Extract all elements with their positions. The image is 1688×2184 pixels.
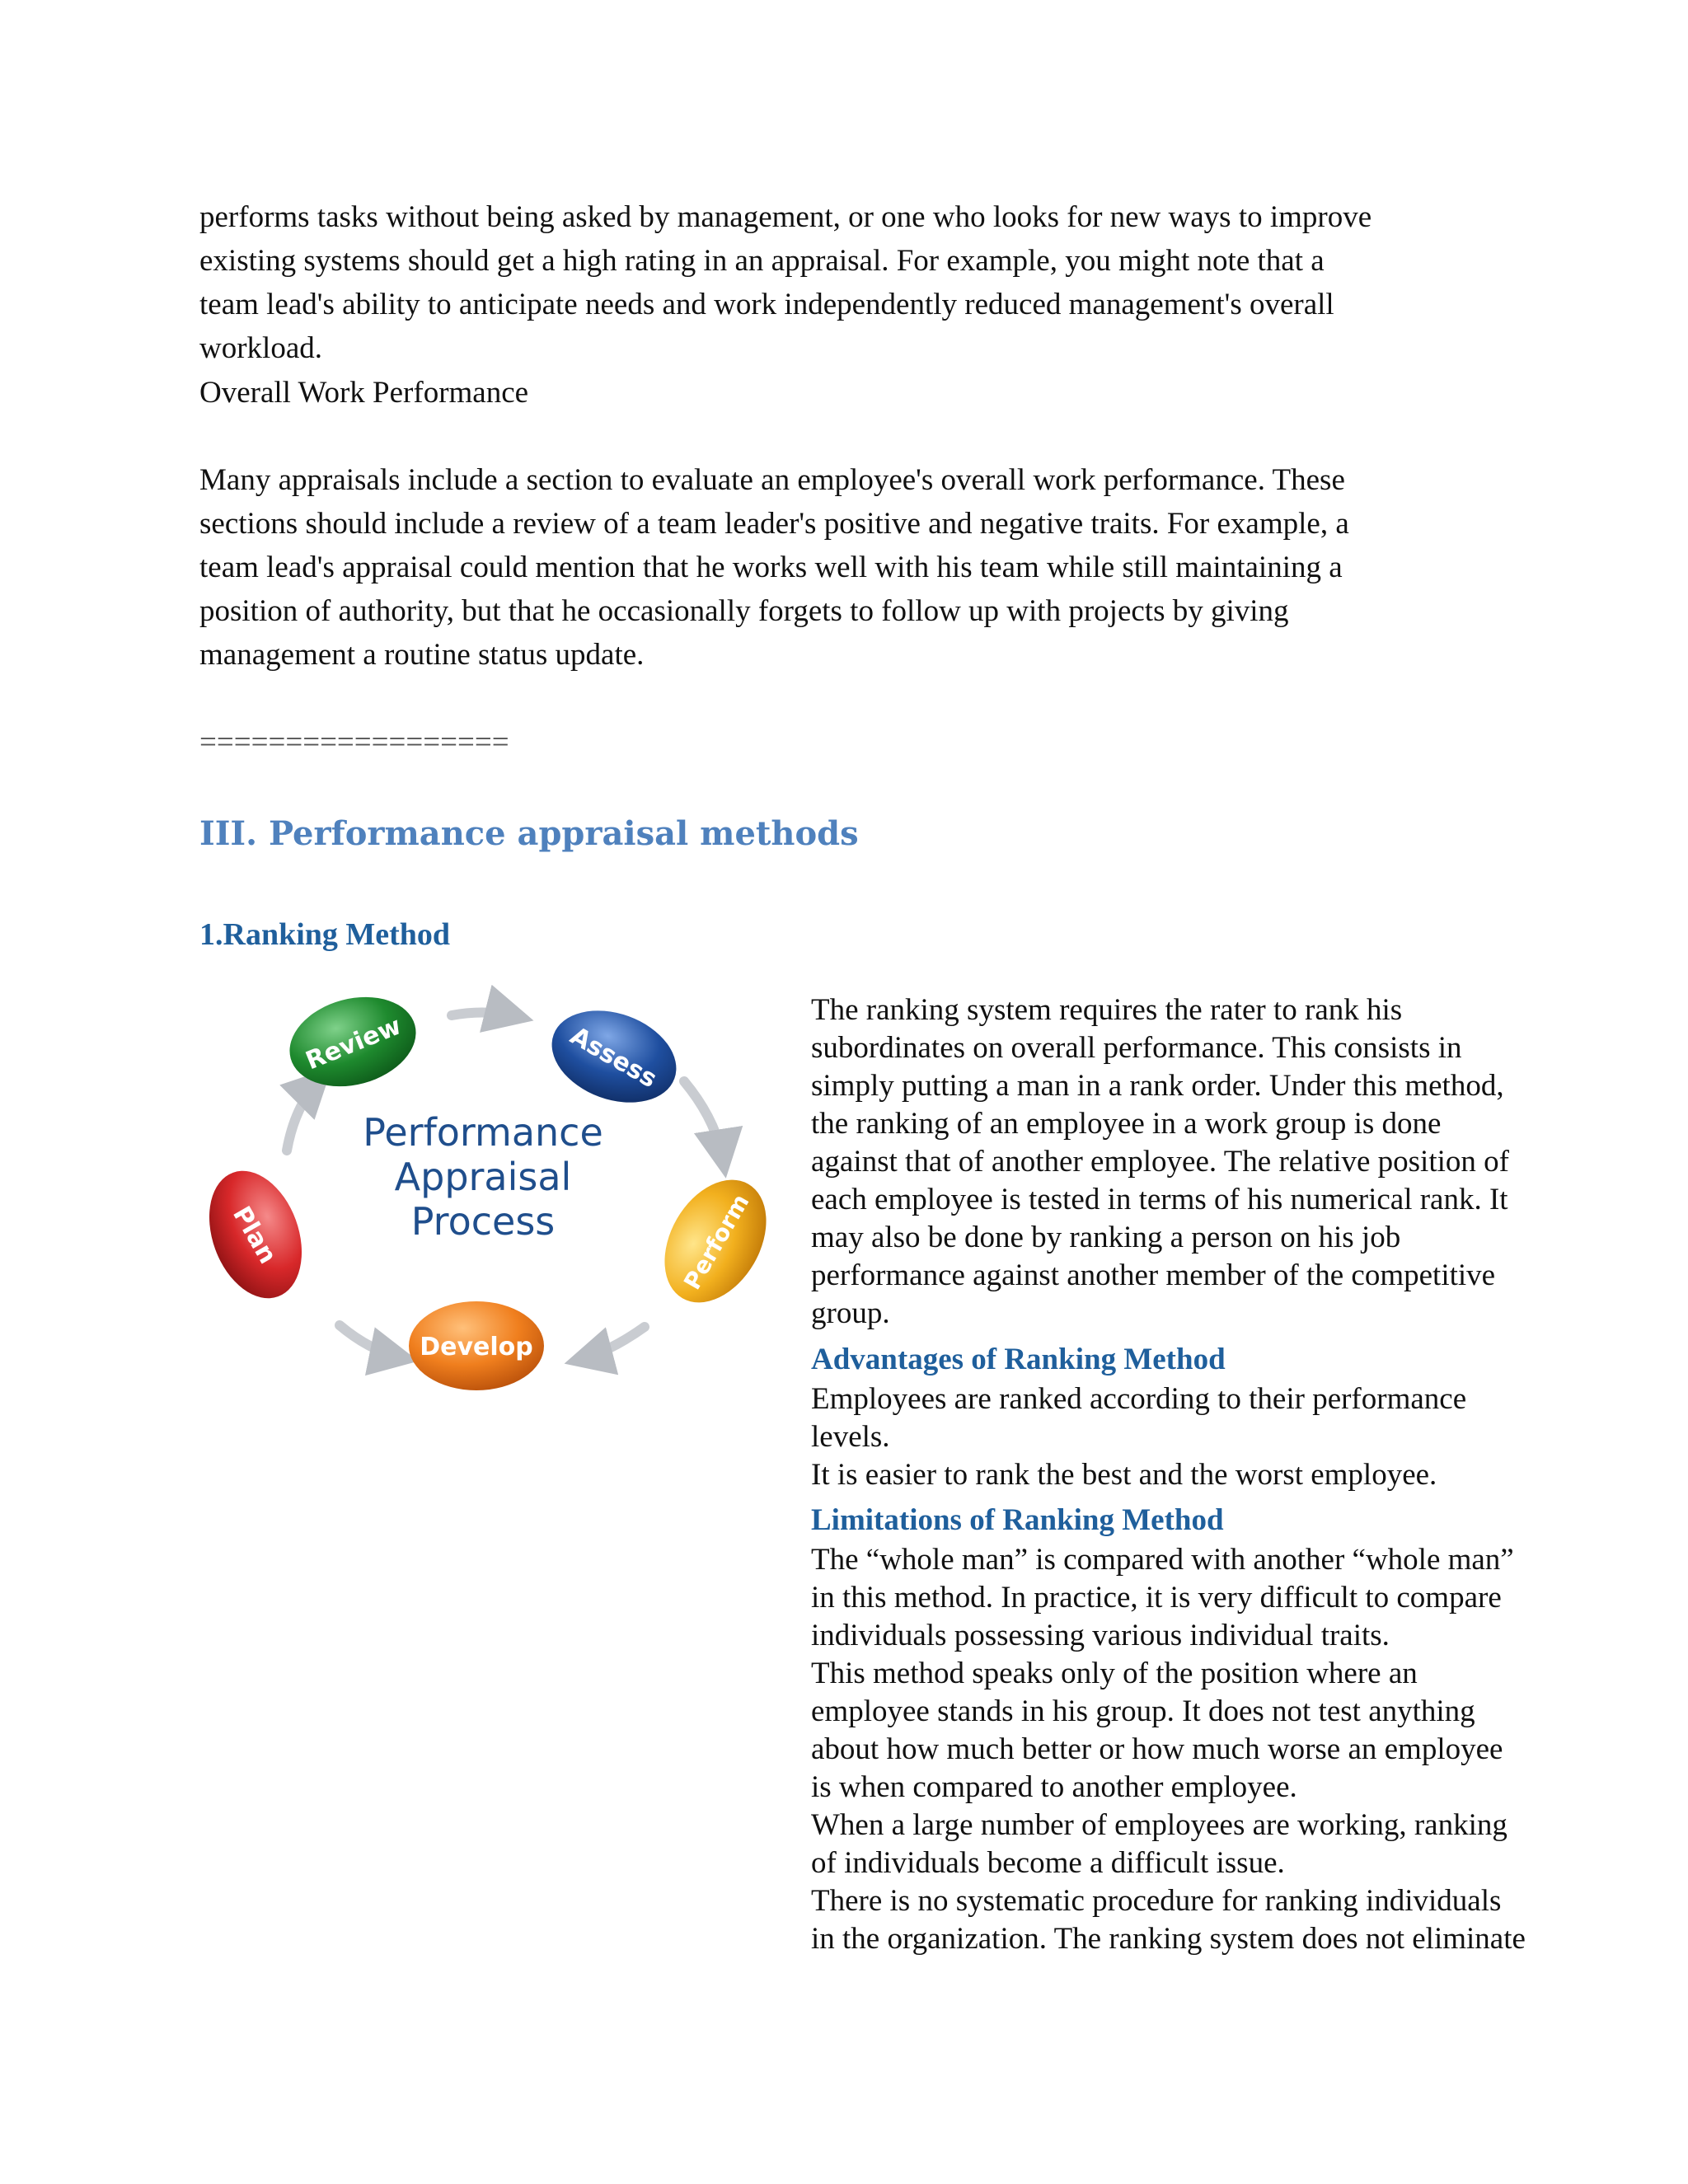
text-line: performance against another member of the competitive bbox=[811, 1258, 1496, 1292]
assess-node bbox=[539, 994, 689, 1118]
center-title-line: Performance bbox=[363, 1110, 603, 1155]
advantages-heading: Advantages of Ranking Method bbox=[811, 1343, 1226, 1376]
text-line: team lead's appraisal could mention that he works well with his team while still maintaining a bbox=[199, 551, 1343, 584]
plan-label: Plan bbox=[227, 1202, 283, 1269]
develop-node bbox=[409, 1301, 544, 1390]
performance-appraisal-cycle-figure bbox=[198, 981, 767, 1418]
arrow-icon bbox=[684, 1081, 724, 1164]
perform-node bbox=[644, 1162, 767, 1321]
overall-work-performance-heading: Overall Work Performance bbox=[199, 376, 529, 410]
text-line: sections should include a review of a team leader's positive and negative traits. For example, a bbox=[199, 507, 1349, 541]
text-line: individuals possessing various individual traits. bbox=[811, 1619, 1390, 1652]
arrow-icon bbox=[340, 1325, 404, 1358]
text-line: management a routine status update. bbox=[199, 638, 645, 672]
center-title-line: Process bbox=[410, 1199, 556, 1244]
text-line: in the organization. The ranking system does not eliminate bbox=[811, 1922, 1526, 1956]
develop-label: Develop bbox=[420, 1333, 533, 1361]
text-line: performs tasks without being asked by management, or one who looks for new ways to improve bbox=[199, 200, 1372, 234]
arrow-icon bbox=[579, 1327, 645, 1360]
review-label: Review bbox=[302, 1011, 406, 1076]
text-line: The “whole man” is compared with another “whole man” bbox=[811, 1543, 1514, 1577]
perform-label: Perform bbox=[678, 1189, 755, 1295]
text-line: Employees are ranked according to their performance bbox=[811, 1382, 1467, 1416]
cycle-center-title bbox=[363, 1110, 603, 1244]
ranking-description bbox=[811, 991, 1509, 1333]
text-line: The ranking system requires the rater to rank his bbox=[811, 993, 1403, 1027]
text-line: When a large number of employees are working, ranking bbox=[811, 1808, 1507, 1842]
text-line: team lead's ability to anticipate needs and work independently reduced management's overall bbox=[199, 288, 1334, 321]
text-line: levels. bbox=[811, 1420, 890, 1454]
text-line: group. bbox=[811, 1296, 890, 1330]
intro-paragraph bbox=[199, 195, 1372, 370]
text-line: There is no systematic procedure for ranking individuals bbox=[811, 1884, 1502, 1918]
text-line: may also be done by ranking a person on his job bbox=[811, 1221, 1401, 1254]
arrow-icon bbox=[287, 1078, 321, 1151]
text-line: is when compared to another employee. bbox=[811, 1770, 1297, 1804]
text-line: workload. bbox=[199, 331, 322, 365]
text-line: It is easier to rank the best and the worst employee. bbox=[811, 1458, 1437, 1492]
text-line: employee stands in his group. It does not test anything bbox=[811, 1694, 1475, 1728]
limitations-heading: Limitations of Ranking Method bbox=[811, 1503, 1224, 1537]
separator-line: ================== bbox=[199, 725, 509, 759]
limitations-text bbox=[811, 1541, 1526, 1958]
advantages-text bbox=[811, 1380, 1466, 1494]
text-line: simply putting a man in a rank order. Under this method, bbox=[811, 1069, 1504, 1103]
review-node bbox=[279, 984, 426, 1100]
text-line: about how much better or how much worse an employee bbox=[811, 1732, 1503, 1766]
overall-performance-paragraph bbox=[199, 458, 1349, 677]
text-line: the ranking of an employee in a work group is done bbox=[811, 1107, 1442, 1141]
ranking-method-title: 1.Ranking Method bbox=[199, 917, 451, 952]
text-line: subordinates on overall performance. This consists in bbox=[811, 1031, 1462, 1065]
section-title: III. Performance appraisal methods bbox=[199, 814, 859, 853]
text-line: against that of another employee. The relative position of bbox=[811, 1145, 1509, 1179]
text-line: position of authority, but that he occasionally forgets to follow up with projects by giving bbox=[199, 594, 1289, 628]
arrow-icon bbox=[452, 1012, 519, 1017]
plan-node bbox=[198, 1158, 318, 1311]
text-line: This method speaks only of the position where an bbox=[811, 1657, 1418, 1690]
assess-label: Assess bbox=[565, 1021, 662, 1094]
text-line: in this method. In practice, it is very difficult to compare bbox=[811, 1581, 1502, 1615]
center-title-line: Appraisal bbox=[394, 1155, 572, 1199]
text-line: existing systems should get a high rating in an appraisal. For example, you might note that a bbox=[199, 244, 1325, 278]
text-line: each employee is tested in terms of his numerical rank. It bbox=[811, 1183, 1508, 1216]
text-line: Many appraisals include a section to evaluate an employee's overall work performance. These bbox=[199, 463, 1345, 497]
text-line: of individuals become a difficult issue. bbox=[811, 1846, 1285, 1880]
